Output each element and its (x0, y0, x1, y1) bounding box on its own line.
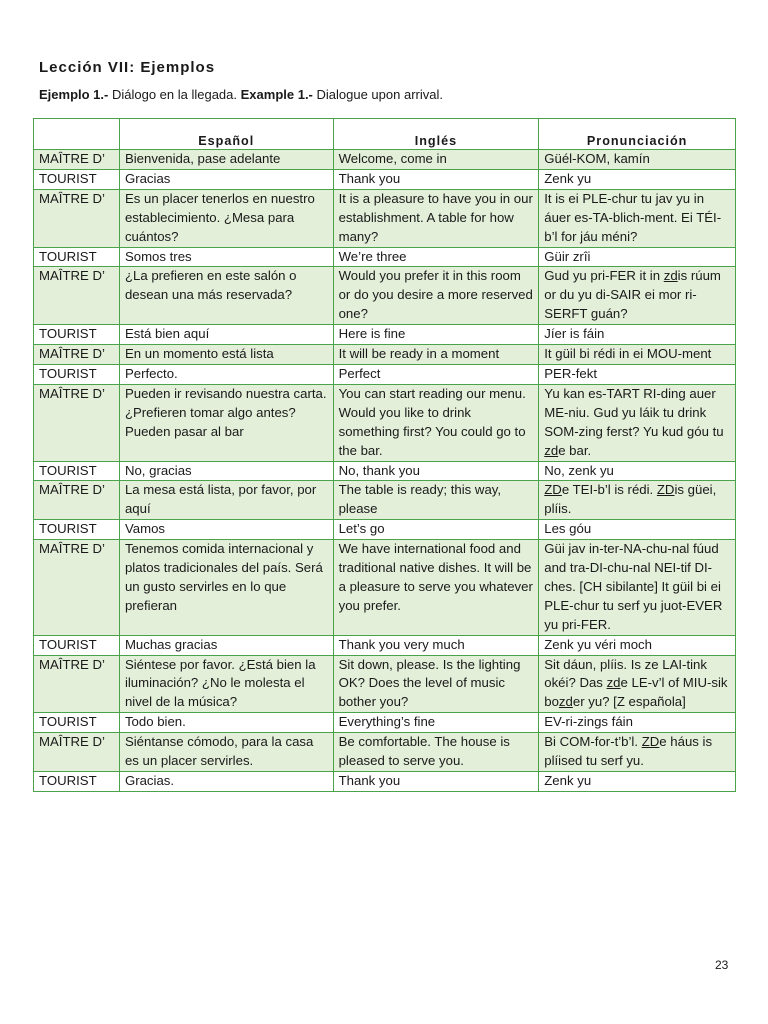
cell-speaker: TOURIST (34, 364, 120, 384)
cell-english: Would you prefer it in this room or do you desire a more reserved one? (333, 267, 539, 325)
cell-pronunciation: No, zenk yu (539, 461, 736, 481)
header-english: Inglés (333, 119, 539, 150)
cell-speaker: MAÎTRE D’ (34, 345, 120, 365)
page-number: 23 (715, 958, 729, 972)
cell-spanish: Vamos (119, 520, 333, 540)
table-row (34, 345, 736, 365)
cell-spanish: Pueden ir revisando nuestra carta. ¿Prefieren tomar algo antes? Pueden pasar al bar (119, 384, 333, 461)
cell-pronunciation: Zenk yu (539, 169, 736, 189)
cell-english: Sit down, please. Is the lighting OK? Does the level of music bother you? (333, 655, 539, 713)
cell-pronunciation: Yu kan es-TART RI-ding auer ME-niu. Gud yu láik tu drink SOM-zing ferst? Yu kud góu tu zde bar. (539, 384, 736, 461)
cell-spanish: Siéntanse cómodo, para la casa es un placer servirles. (119, 733, 333, 772)
cell-pronunciation: EV-ri-zings fáin (539, 713, 736, 733)
cell-speaker: MAÎTRE D’ (34, 481, 120, 520)
table-row (34, 635, 736, 655)
example-label: Example 1.- (240, 87, 313, 102)
header-pronunciation: Pronunciación (539, 119, 736, 150)
cell-spanish: Tenemos comida internacional y platos tradicionales del país. Será un gusto servirles en lo que prefieran (119, 540, 333, 636)
cell-english: Let’s go (333, 520, 539, 540)
ejemplo-text: Diálogo en la llegada. (108, 87, 241, 102)
cell-english: Everything’s fine (333, 713, 539, 733)
cell-english: Here is fine (333, 325, 539, 345)
cell-pronunciation: Les góu (539, 520, 736, 540)
example-subtitle (39, 87, 443, 102)
cell-pronunciation: Güél-KOM, kamín (539, 150, 736, 170)
table-row (34, 461, 736, 481)
cell-speaker: TOURIST (34, 169, 120, 189)
cell-speaker: MAÎTRE D’ (34, 540, 120, 636)
cell-english: No, thank you (333, 461, 539, 481)
cell-pronunciation: It güil bi rédi in ei MOU-ment (539, 345, 736, 365)
cell-english: It is a pleasure to have you in our establishment. A table for how many? (333, 189, 539, 247)
cell-speaker: MAÎTRE D’ (34, 189, 120, 247)
cell-english: You can start reading our menu. Would you like to drink something first? You could go to the bar. (333, 384, 539, 461)
example-text: Dialogue upon arrival. (312, 87, 443, 102)
cell-spanish: Perfecto. (119, 364, 333, 384)
table-row (34, 247, 736, 267)
cell-speaker: MAÎTRE D’ (34, 150, 120, 170)
table-row (34, 520, 736, 540)
cell-speaker: TOURIST (34, 325, 120, 345)
table-row (34, 169, 736, 189)
cell-spanish: No, gracias (119, 461, 333, 481)
cell-pronunciation: It is ei PLE-chur tu jav yu in áuer es-TA-blich-ment. Ei TÉI-b’l for jáu méni? (539, 189, 736, 247)
dialogue-table (33, 118, 736, 792)
cell-english: It will be ready in a moment (333, 345, 539, 365)
cell-speaker: TOURIST (34, 461, 120, 481)
cell-speaker: MAÎTRE D’ (34, 384, 120, 461)
table-row (34, 267, 736, 325)
header-spanish: Español (119, 119, 333, 150)
cell-spanish: Es un placer tenerlos en nuestro establecimiento. ¿Mesa para cuántos? (119, 189, 333, 247)
cell-spanish: Siéntese por favor. ¿Está bien la iluminación? ¿No le molesta el nivel de la música? (119, 655, 333, 713)
cell-pronunciation: Zenk yu (539, 772, 736, 792)
cell-speaker: TOURIST (34, 772, 120, 792)
cell-pronunciation: Jíer is fáin (539, 325, 736, 345)
cell-english: We have international food and traditional native dishes. It will be a pleasure to serve you whatever you prefer. (333, 540, 539, 636)
cell-spanish: ¿La prefieren en este salón o desean una más reservada? (119, 267, 333, 325)
table-row (34, 481, 736, 520)
cell-spanish: Está bien aquí (119, 325, 333, 345)
cell-pronunciation: ZDe TEI-b’l is rédi. ZDis güei, plíis. (539, 481, 736, 520)
table-header-row (34, 119, 736, 150)
cell-pronunciation: Güi jav in-ter-NA-chu-nal fúud and tra-DI-chu-nal NEI-tif DI-ches. [CH sibilante] It güil bi ei PLE-chur tu serf yu juot-EVER yu pri-FER. (539, 540, 736, 636)
cell-english: Thank you very much (333, 635, 539, 655)
cell-english: Perfect (333, 364, 539, 384)
cell-pronunciation: Gud yu pri-FER it in zdis rúum or du yu di-SAIR ei mor ri-SERFT guán? (539, 267, 736, 325)
table-row (34, 364, 736, 384)
cell-spanish: Somos tres (119, 247, 333, 267)
table-row (34, 325, 736, 345)
cell-english: Be comfortable. The house is pleased to serve you. (333, 733, 539, 772)
cell-pronunciation: Sit dáun, plíis. Is ze LAI-tink okéi? Das zde LE-v’l of MIU-sik bozder yu? [Z española] (539, 655, 736, 713)
table-row (34, 189, 736, 247)
cell-english: Thank you (333, 169, 539, 189)
cell-speaker: TOURIST (34, 247, 120, 267)
cell-speaker: MAÎTRE D’ (34, 267, 120, 325)
cell-speaker: MAÎTRE D’ (34, 655, 120, 713)
table-row (34, 384, 736, 461)
table-row (34, 150, 736, 170)
cell-speaker: TOURIST (34, 635, 120, 655)
cell-spanish: Gracias (119, 169, 333, 189)
cell-english: The table is ready; this way, please (333, 481, 539, 520)
table-row (34, 655, 736, 713)
cell-pronunciation: Zenk yu véri moch (539, 635, 736, 655)
table-row (34, 772, 736, 792)
cell-english: We’re three (333, 247, 539, 267)
table-row (34, 733, 736, 772)
cell-pronunciation: PER-fekt (539, 364, 736, 384)
cell-spanish: La mesa está lista, por favor, por aquí (119, 481, 333, 520)
cell-english: Welcome, come in (333, 150, 539, 170)
cell-spanish: Muchas gracias (119, 635, 333, 655)
table-row (34, 540, 736, 636)
cell-speaker: MAÎTRE D’ (34, 733, 120, 772)
cell-spanish: En un momento está lista (119, 345, 333, 365)
cell-spanish: Bienvenida, pase adelante (119, 150, 333, 170)
page-title: Lección VII: Ejemplos (39, 59, 216, 76)
cell-speaker: TOURIST (34, 520, 120, 540)
cell-pronunciation: Güir zrîi (539, 247, 736, 267)
cell-pronunciation: Bi COM-for-t’b’l. ZDe háus is plíised tu serf yu. (539, 733, 736, 772)
cell-spanish: Todo bien. (119, 713, 333, 733)
header-speaker (34, 119, 120, 150)
cell-spanish: Gracias. (119, 772, 333, 792)
cell-speaker: TOURIST (34, 713, 120, 733)
ejemplo-label: Ejemplo 1.- (39, 87, 109, 102)
cell-english: Thank you (333, 772, 539, 792)
table-row (34, 713, 736, 733)
